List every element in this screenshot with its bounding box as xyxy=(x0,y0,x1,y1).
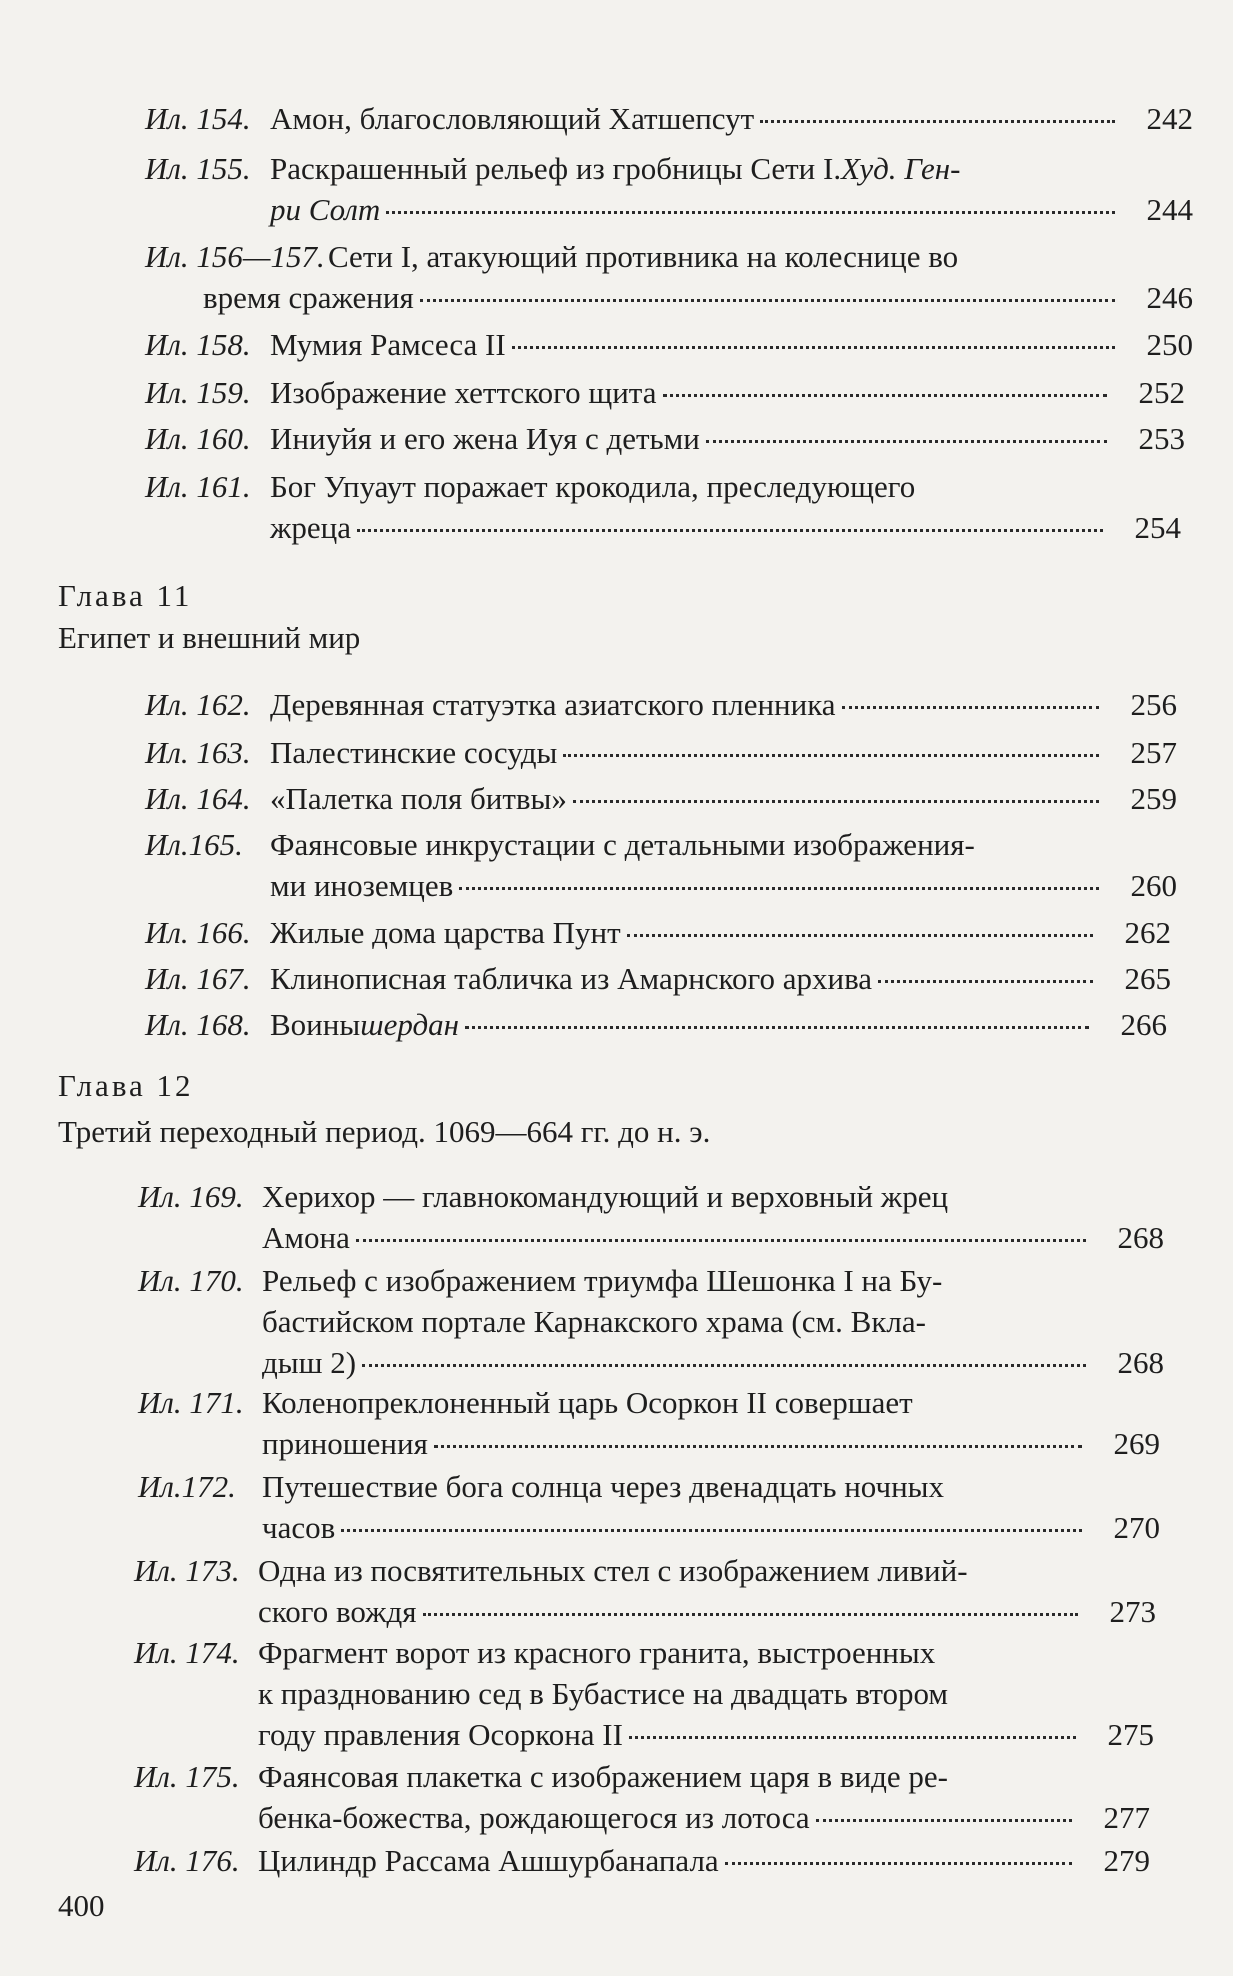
page-number: 270 xyxy=(1113,1510,1160,1545)
illustration-ref: Ил. 170. xyxy=(138,1263,244,1298)
toc-entry xyxy=(138,1382,1160,1464)
toc-entry xyxy=(145,824,1177,906)
dot-leader xyxy=(816,1819,1072,1822)
dot-leader xyxy=(629,1736,1076,1739)
page-number: 268 xyxy=(1117,1345,1164,1380)
dot-leader xyxy=(459,887,1099,890)
entry-title: Амон, благословляющий Хатшепсут xyxy=(270,101,755,136)
toc-entry xyxy=(145,324,1193,365)
entry-title: Цилиндр Рассама Ашшурбанапала xyxy=(258,1843,719,1878)
toc-entry xyxy=(138,1466,1160,1548)
illustration-ref: Ил. 162. xyxy=(145,687,251,722)
illustration-ref: Ил.165. xyxy=(145,827,243,862)
chapter-title: Третий переходный период. 1069—664 гг. до н. э. xyxy=(58,1114,711,1149)
illustration-ref: Ил. 164. xyxy=(145,781,251,816)
illustration-ref: Ил.172. xyxy=(138,1469,236,1504)
entry-title-italic: Худ. Ген- xyxy=(841,151,961,186)
dot-leader xyxy=(423,1613,1078,1616)
entry-title: Рельеф с изображением триумфа Шешонка I на Бу- xyxy=(262,1263,943,1298)
entry-title: Сети I, атакующий противника на колеснице во xyxy=(328,239,959,274)
toc-entry xyxy=(145,732,1177,773)
entry-title-continued: Амона xyxy=(262,1220,350,1255)
chapter-title: Египет и внешний мир xyxy=(58,620,361,655)
dot-leader xyxy=(663,394,1108,397)
entry-title-continued: ми иноземцев xyxy=(270,868,454,903)
toc-entry xyxy=(145,236,1193,318)
page-number: 279 xyxy=(1103,1843,1150,1878)
toc-entry xyxy=(145,148,1193,230)
page-number: 266 xyxy=(1120,1007,1167,1042)
folio-page-number: 400 xyxy=(58,1888,105,1923)
illustration-ref: Ил. 169. xyxy=(138,1179,244,1214)
entry-title: Палестинские сосуды xyxy=(270,735,558,770)
toc-entry xyxy=(138,1176,1164,1258)
entry-title: Одна из посвятительных стел с изображением ливий- xyxy=(258,1553,968,1588)
dot-leader xyxy=(386,211,1115,214)
entry-title: Мумия Рамсеса II xyxy=(270,327,506,362)
dot-leader xyxy=(512,346,1115,349)
illustration-ref: Ил. 168. xyxy=(145,1007,251,1042)
entry-title-continued: часов xyxy=(262,1510,336,1545)
page-number: 256 xyxy=(1130,687,1177,722)
toc-entry xyxy=(145,1004,1167,1045)
entry-title: Деревянная статуэтка азиатского пленника xyxy=(270,687,836,722)
page-number: 268 xyxy=(1117,1220,1164,1255)
illustration-ref: Ил. 163. xyxy=(145,735,251,770)
toc-entry xyxy=(134,1550,1156,1632)
entry-title: Бог Упуаут поражает крокодила, преследующего xyxy=(270,469,916,504)
entry-title-continued: бенка-божества, рождающегося из лотоса xyxy=(258,1800,810,1835)
illustration-ref: Ил. 160. xyxy=(145,421,251,456)
illustration-ref: Ил. 174. xyxy=(134,1635,240,1670)
entry-title: Фаянсовые инкрустации с детальными изображения- xyxy=(270,827,975,862)
dot-leader xyxy=(420,299,1115,302)
entry-title-italic: шердан xyxy=(360,1007,459,1042)
entry-title: Херихор — главнокомандующий и верховный жрец xyxy=(262,1179,949,1214)
entry-title-continued: приношения xyxy=(262,1426,428,1461)
entry-title-continued: ского вождя xyxy=(258,1594,417,1629)
illustration-ref: Ил. 171. xyxy=(138,1385,244,1420)
dot-leader xyxy=(627,934,1093,937)
page-number: 265 xyxy=(1124,961,1171,996)
toc-entry xyxy=(145,958,1171,999)
toc-entry xyxy=(145,912,1171,953)
chapter-label: Глава 12 xyxy=(58,1068,194,1103)
entry-title: Воины xyxy=(270,1007,361,1042)
toc-entry xyxy=(145,778,1177,819)
dot-leader xyxy=(842,706,1099,709)
illustration-ref: Ил. 156—157. xyxy=(145,239,325,274)
page-number: 252 xyxy=(1138,375,1185,410)
entry-title-continued: к празднованию сед в Бубастисе на двадцать втором xyxy=(258,1676,949,1711)
entry-title: Клинописная табличка из Амарнского архива xyxy=(270,961,873,996)
dot-leader xyxy=(434,1445,1082,1448)
dot-leader xyxy=(725,1862,1072,1865)
entry-title: Коленопреклоненный царь Осоркон II совершает xyxy=(262,1385,913,1420)
page-number: 262 xyxy=(1124,915,1171,950)
toc-entry xyxy=(145,684,1177,725)
entry-title-continued: бастийском портале Карнакского храма (см. Вкла- xyxy=(262,1304,926,1339)
page-number: 269 xyxy=(1113,1426,1160,1461)
entry-title-continued: дыш 2) xyxy=(262,1345,357,1380)
entry-title-continued: году правления Осоркона II xyxy=(258,1717,623,1752)
toc-entry xyxy=(134,1840,1150,1881)
illustration-ref: Ил. 154. xyxy=(145,101,251,136)
entry-title: Раскрашенный рельеф из гробницы Сети I. xyxy=(270,151,842,186)
toc-entry xyxy=(145,372,1185,413)
illustration-ref: Ил. 175. xyxy=(134,1759,240,1794)
illustration-ref: Ил. 167. xyxy=(145,961,251,996)
illustration-ref: Ил. 176. xyxy=(134,1843,240,1878)
dot-leader xyxy=(878,980,1093,983)
page-number: 257 xyxy=(1130,735,1177,770)
illustration-ref: Ил. 173. xyxy=(134,1553,240,1588)
page-number: 259 xyxy=(1130,781,1177,816)
page-number: 275 xyxy=(1107,1717,1154,1752)
page-number: 273 xyxy=(1109,1594,1156,1629)
page-number: 242 xyxy=(1146,101,1193,136)
page-number: 260 xyxy=(1130,868,1177,903)
dot-leader xyxy=(706,440,1107,443)
toc-entry xyxy=(145,418,1185,459)
toc-entry xyxy=(145,466,1181,548)
dot-leader xyxy=(563,754,1099,757)
page-number: 244 xyxy=(1146,192,1193,227)
entry-title-continued: жреца xyxy=(270,510,352,545)
dot-leader xyxy=(362,1364,1086,1367)
dot-leader xyxy=(760,120,1115,123)
dot-leader xyxy=(341,1529,1082,1532)
dot-leader xyxy=(465,1026,1089,1029)
toc-entry xyxy=(145,98,1193,139)
entry-title: Фрагмент ворот из красного гранита, выстроенных xyxy=(258,1635,936,1670)
illustration-ref: Ил. 155. xyxy=(145,151,251,186)
illustration-ref: Ил. 158. xyxy=(145,327,251,362)
entry-title: Иниуйя и его жена Иуя с детьми xyxy=(270,421,700,456)
dot-leader xyxy=(573,800,1099,803)
dot-leader xyxy=(356,1239,1086,1242)
entry-title-continued: ри Солт xyxy=(270,192,381,227)
entry-title-continued: время сражения xyxy=(203,280,414,315)
dot-leader xyxy=(357,529,1103,532)
illustration-ref: Ил. 159. xyxy=(145,375,251,410)
entry-title: «Палетка поля битвы» xyxy=(270,781,567,816)
illustration-ref: Ил. 166. xyxy=(145,915,251,950)
page-number: 254 xyxy=(1134,510,1181,545)
entry-title: Изображение хеттского щита xyxy=(270,375,657,410)
toc-entry xyxy=(138,1260,1164,1383)
toc-entry xyxy=(134,1632,1154,1755)
entry-title: Путешествие бога солнца через двенадцать ночных xyxy=(262,1469,945,1504)
page-number: 246 xyxy=(1146,280,1193,315)
page-number: 250 xyxy=(1146,327,1193,362)
page-number: 253 xyxy=(1138,421,1185,456)
entry-title: Фаянсовая плакетка с изображением царя в виде ре- xyxy=(258,1759,948,1794)
toc-entry xyxy=(134,1756,1150,1838)
chapter-label: Глава 11 xyxy=(58,578,193,613)
entry-title: Жилые дома царства Пунт xyxy=(270,915,621,950)
illustration-ref: Ил. 161. xyxy=(145,469,251,504)
page-number: 277 xyxy=(1103,1800,1150,1835)
